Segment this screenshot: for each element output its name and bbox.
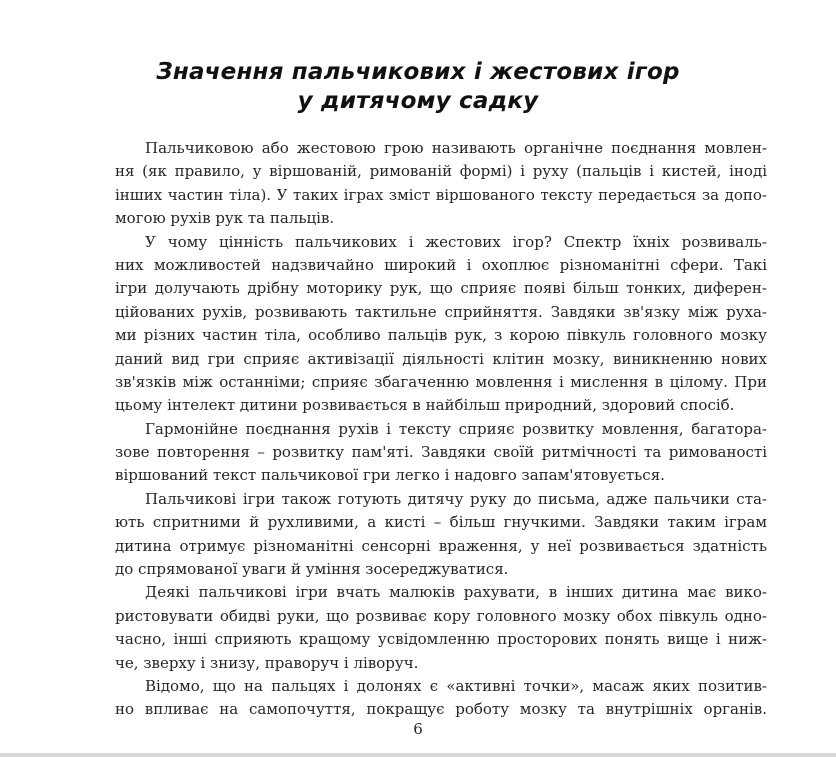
text-line: Гармонійне поєднання рухів і тексту сприяє розвитку мовлення, багатора- xyxy=(145,419,767,438)
page-number: 6 xyxy=(413,720,423,738)
text-line: ня (як правило, у віршованій, римованій формі) і руху (пальців і кистей, іноді xyxy=(115,162,767,181)
text-line: них можливостей надзвичайно широкий і охоплює різноманітні сфери. Такі xyxy=(115,255,767,274)
text-line: че, зверху і знизу, праворуч і ліворуч. xyxy=(115,653,419,672)
title-line-1: Значення пальчикових і жестових ігор xyxy=(156,59,680,85)
text-line: даний вид гри сприяє активізації діяльності клітин мозку, виникненню нових xyxy=(115,349,767,368)
text-line: цьому інтелект дитини розвивається в найбільш природний, здоровий спосіб. xyxy=(115,396,735,415)
body-text xyxy=(115,137,767,722)
page-title xyxy=(0,58,836,116)
text-line: могою рухів рук та пальців. xyxy=(115,209,335,228)
text-line: інших частин тіла). У таких іграх зміст віршованого тексту передається за допо- xyxy=(115,185,767,204)
text-line: ційованих рухів, розвивають тактильне сприйняття. Завдяки зв'язку між руха- xyxy=(115,302,767,321)
text-line: часно, інші сприяють кращому усвідомленню просторових понять вище і ниж- xyxy=(115,630,767,649)
paragraph-active-points xyxy=(115,675,767,722)
paragraph-speech-memory xyxy=(115,418,767,488)
text-line: но впливає на самопочуття, покращує роботу мозку та внутрішніх органів. xyxy=(115,700,767,719)
text-line: Пальчикові ігри також готують дитячу руку до письма, адже пальчики ста- xyxy=(145,489,767,508)
text-line: ють спритними й рухливими, а кисті – більш гнучкими. Завдяки таким іграм xyxy=(115,513,767,532)
text-line: зв'язків між останніми; сприяє збагаченню мовлення і мислення в цілому. При xyxy=(115,372,767,391)
paragraph-counting xyxy=(115,581,767,675)
paragraph-definition xyxy=(115,137,767,231)
text-line: У чому цінність пальчикових і жестових ігор? Спектр їхніх розвиваль- xyxy=(145,232,767,251)
text-line: ми різних частин тіла, особливо пальців рук, з корою півкуль головного мозку xyxy=(115,326,767,345)
text-line: до спрямованої уваги й уміння зосереджуватися. xyxy=(115,560,509,579)
page-bottom-edge xyxy=(0,753,836,757)
text-line: Пальчиковою або жестовою грою називають органічне поєднання мовлен- xyxy=(145,139,767,157)
text-line: зове повторення – розвитку пам'яті. Завдяки своїй ритмічності та римованості xyxy=(115,443,767,462)
text-line: Деякі пальчикові ігри вчать малюків рахувати, в інших дитина має вико- xyxy=(145,583,767,602)
paragraph-value xyxy=(115,231,767,418)
text-line: Відомо, що на пальцях і долонях є «активні точки», масаж яких позитив- xyxy=(145,676,767,695)
text-line: віршований текст пальчикової гри легко і надовго запам'ятовується. xyxy=(115,466,665,485)
paragraph-writing xyxy=(115,488,767,582)
text-line: ігри долучають дрібну моторику рук, що сприяє появі більш тонких, диферен- xyxy=(115,279,767,298)
text-line: ристовувати обидві руки, що розвиває кору головного мозку обох півкуль одно- xyxy=(115,606,767,625)
text-line: дитина отримує різноманітні сенсорні враження, у неї розвивається здатність xyxy=(115,536,767,555)
title-line-2: у дитячому садку xyxy=(297,88,539,114)
